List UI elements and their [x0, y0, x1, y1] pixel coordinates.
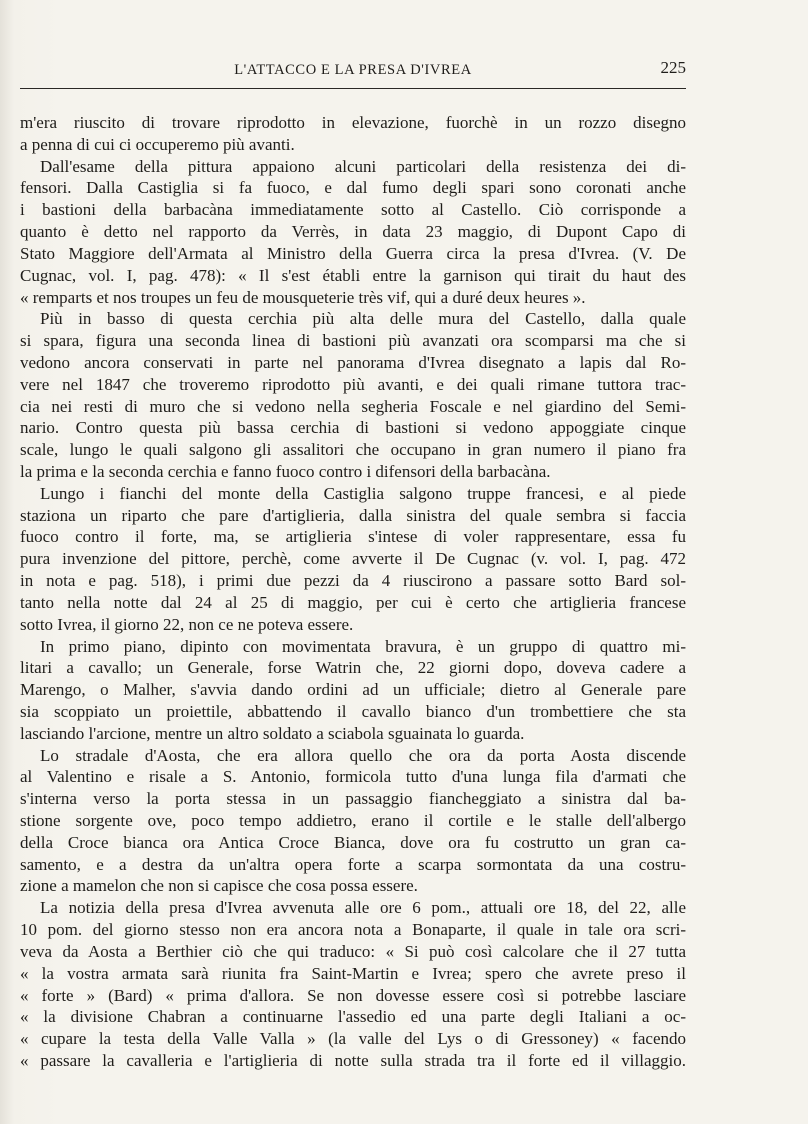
text-line: vedono ancora conservati in parte nel panorama d'Ivrea disegnato a lapis dal Ro- [20, 352, 686, 372]
text-line: samento, e a destra da un'altra opera forte a scarpa sormontata da una costru- [20, 854, 686, 874]
text-line: Lungo i fianchi del monte della Castiglia salgono truppe francesi, e al piede [40, 483, 686, 503]
text-line: fensori. Dalla Castiglia si fa fuoco, e dal fumo degli spari sono coronati anche [20, 178, 686, 198]
text-line: pura invenzione del pittore, perchè, come avverte il De Cugnac (v. vol. I, pag. 472 [20, 549, 686, 569]
text-line: « la vostra armata sarà riunita fra Saint-Martin e Ivrea; spero che avrete preso il [20, 963, 686, 983]
text-line: zione a mamelon che non si capisce che cosa possa essere. [20, 876, 418, 896]
text-line: veva da Aosta a Berthier ciò che qui traduco: « Si può così calcolare che il 27 tutta [20, 941, 686, 961]
page-header [20, 58, 686, 84]
text-line: sia scoppiato un proiettile, abbattendo il cavallo bianco d'un trombettiere che sta [20, 701, 686, 721]
text-line: a penna di cui ci occuperemo più avanti. [20, 134, 295, 154]
text-line: Più in basso di questa cerchia più alta delle mura del Castello, dalla quale [40, 309, 686, 329]
text-line: della Croce bianca ora Antica Croce Bianca, dove ora fu costrutto un gran ca- [20, 832, 686, 852]
text-line: litari a cavallo; un Generale, forse Watrin che, 22 giorni dopo, doveva cadere a [20, 658, 686, 678]
header-rule [20, 88, 686, 89]
text-line: « forte » (Bard) « prima d'allora. Se non dovesse essere così si potrebbe lasciare [20, 985, 686, 1005]
text-line: « remparts et nos troupes un feu de mousqueterie très vif, qui a duré deux heures ». [20, 287, 586, 307]
text-line: scale, lungo le quali salgono gli assalitori che occupano in gran numero il piano fra [20, 440, 686, 460]
text-line: stione sorgente ove, poco tempo addietro, erano il cortile e le stalle dell'albergo [20, 811, 686, 830]
text-line: nario. Contro questa più bassa cerchia di bastioni si vedono appoggiate cinque [20, 418, 686, 438]
text-line: i bastioni della barbacàna immediatamente sotto al Castello. Ciò corrisponde a [20, 200, 686, 220]
text-line: La notizia della presa d'Ivrea avvenuta alle ore 6 pom., attuali ore 18, del 22, alle [40, 898, 686, 918]
text-line: vere nel 1847 che troveremo riprodotto più avanti, e dei quali rimane tuttora trac- [20, 374, 686, 394]
text-line: la prima e la seconda cerchia e fanno fuoco contro i difensori della barbacàna. [20, 462, 551, 481]
text-line: Cugnac, vol. I, pag. 478): « Il s'est établi entre la garnison qui tirait du haut des [20, 265, 686, 285]
text-line: in nota e pag. 518), i primi due pezzi da 4 riuscirono a passare sotto Bard sol- [20, 571, 686, 591]
text-line: « la divisione Chabran a continuarne l'assedio ed una parte degli Italiani a oc- [20, 1007, 686, 1027]
text-line: quanto è detto nel rapporto da Verrès, in data 23 maggio, di Dupont Capo di [20, 222, 686, 242]
running-head: L'ATTACCO E LA PRESA D'IVREA [234, 62, 472, 78]
page-number: 225 [660, 58, 686, 77]
text-line: Lo stradale d'Aosta, che era allora quello che ora da porta Aosta discende [40, 745, 686, 765]
text-line: In primo piano, dipinto con movimentata bravura, è un gruppo di quattro mi- [40, 636, 686, 656]
text-line: si spara, figura una seconda linea di bastioni più avanzati ora scomparsi ma che si [20, 331, 686, 351]
text-line: s'interna verso la porta stessa in un passaggio fiancheggiato a sinistra dal ba- [20, 789, 686, 809]
text-line: tanto nella notte dal 24 al 25 di maggio, per cui è certo che artiglieria francese [20, 592, 686, 612]
body-text [20, 112, 686, 1072]
text-line: staziona un riparto che pare d'artiglieria, dalla sinistra del quale sembra si faccia [20, 505, 686, 525]
text-line: m'era riuscito di trovare riprodotto in elevazione, fuorchè in un rozzo disegno [20, 113, 686, 132]
text-line: lasciando l'arcione, mentre un altro soldato a sciabola sguainata lo guarda. [20, 723, 525, 743]
text-line: Stato Maggiore dell'Armata al Ministro della Guerra circa la presa d'Ivrea. (V. De [20, 243, 686, 263]
text-line: Marengo, o Malher, s'avvia dando ordini ad un ufficiale; dietro al Generale pare [20, 680, 686, 700]
text-line: Dall'esame della pittura appaiono alcuni particolari della resistenza dei di- [40, 156, 686, 176]
text-line: fuoco contro il forte, ma, se artiglieria s'intese di voler rappresentare, essa fu [20, 527, 686, 547]
text-line: al Valentino e risale a S. Antonio, formicola tutto d'una lunga fila d'armati che [20, 767, 686, 787]
text-line: cia nei resti di muro che si vedono nella segheria Foscale e nel giardino del Semi- [20, 396, 686, 416]
text-line: sotto Ivrea, il giorno 22, non ce ne poteva essere. [20, 614, 354, 634]
text-line: 10 pom. del giorno stesso non era ancora nota a Bonaparte, il quale in tale ora scri- [20, 920, 686, 940]
text-line: « passare la cavalleria e l'artiglieria di notte sulla strada tra il forte ed il villaggio. [20, 1050, 686, 1070]
text-line: « cupare la testa della Valle Valla » (la valle del Lys o di Gressoney) « facendo [20, 1029, 686, 1049]
